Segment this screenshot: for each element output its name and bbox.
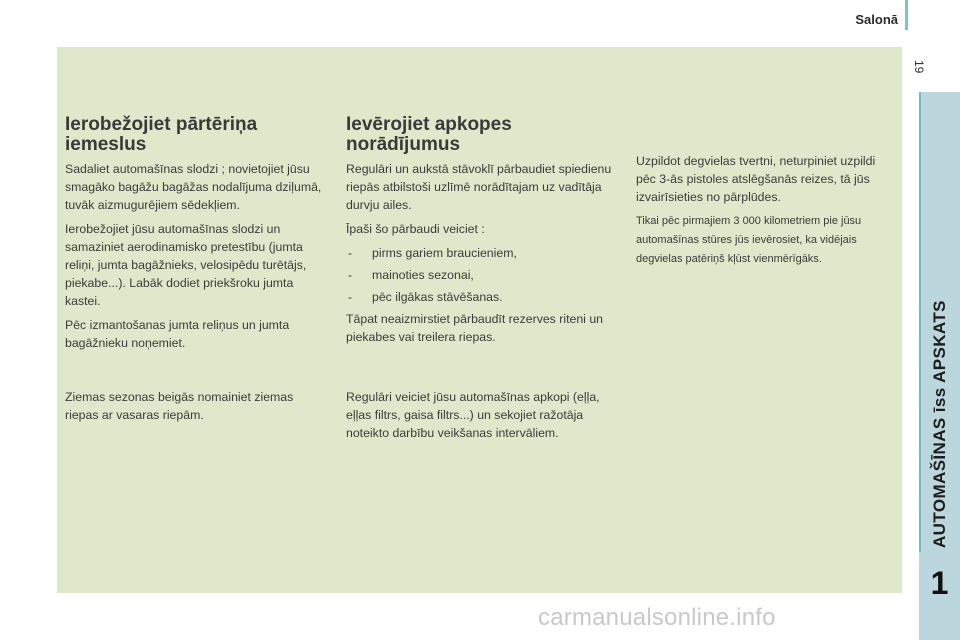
paragraph: Uzpildot degvielas tvertni, neturpiniet uzpildi pēc 3-ās pistoles atslēgšanās reizes, tā jūs izvairīsieties no pārplūdes. <box>636 154 876 204</box>
page-section-title: Salonā <box>855 12 898 27</box>
section-heading: Ievērojiet apkopes norādījumus <box>346 114 512 155</box>
service-intervals-note <box>346 388 618 448</box>
list-item: - pirms gariem braucieniem, <box>346 244 618 262</box>
paragraph: Sadaliet automašīnas slodzi ; novietojiet jūsu smagāko bagāžu bagāžas nodalījuma dziļumā, tuvāk aizmugurējiem sēdekļiem. <box>65 162 322 212</box>
watermark: carmanualsonline.info <box>538 604 776 631</box>
paragraph-small: Tikai pēc pirmajiem 3 000 kilometriem pie jūsu automašīnas stūres jūs ievērosiet, ka vidējais degvielas patēriņš kļūst vienmērīgāks. <box>636 215 862 265</box>
paragraph: Tāpat neaizmirstiet pārbaudīt rezerves riteni un piekabes vai treilera riepas. <box>346 312 603 344</box>
list-item: - pēc ilgākas stāvēšanas. <box>346 288 618 306</box>
refuelling-section <box>636 152 896 275</box>
chapter-number: 1 <box>930 565 949 601</box>
list-item: - mainoties sezonai, <box>346 266 618 284</box>
header-rule <box>905 0 908 30</box>
section-heading: Ierobežojiet pārtēriņa iemeslus <box>65 114 258 155</box>
page-number: 19 <box>912 60 926 74</box>
maintenance-section <box>346 115 618 352</box>
paragraph: Ziemas sezonas beigās nomainiet ziemas riepas ar vasaras riepām. <box>65 390 294 422</box>
paragraph: Īpaši šo pārbaudi veiciet : <box>346 222 485 236</box>
winter-tyres-note <box>65 388 330 430</box>
paragraph: Regulāri un aukstā stāvoklī pārbaudiet spiedienu riepās atbilstoši uzlīmē norādītajam uz vadītāja durvju ailes. <box>346 162 612 212</box>
paragraph: Ierobežojiet jūsu automašīnas slodzi un samaziniet aerodinamisko pretestību (jumta reliņi, jumta bagāžnieks, velosipēdu turētājs, piekabe...). Labāk dodiet priekšroku jumta kastei. <box>65 222 307 308</box>
paragraph: Regulāri veiciet jūsu automašīnas apkopi (eļļa, eļļas filtrs, gaisa filtrs...) un sekojiet ražotāja noteikto darbību veikšanas intervāliem. <box>346 390 600 440</box>
check-occasions-list <box>346 244 618 306</box>
chapter-title: AUTOMAŠĪNAS īss APSKATS <box>930 300 949 548</box>
fuel-overload-section <box>65 115 330 358</box>
paragraph: Pēc izmantošanas jumta reliņus un jumta bagāžnieku noņemiet. <box>65 318 290 350</box>
